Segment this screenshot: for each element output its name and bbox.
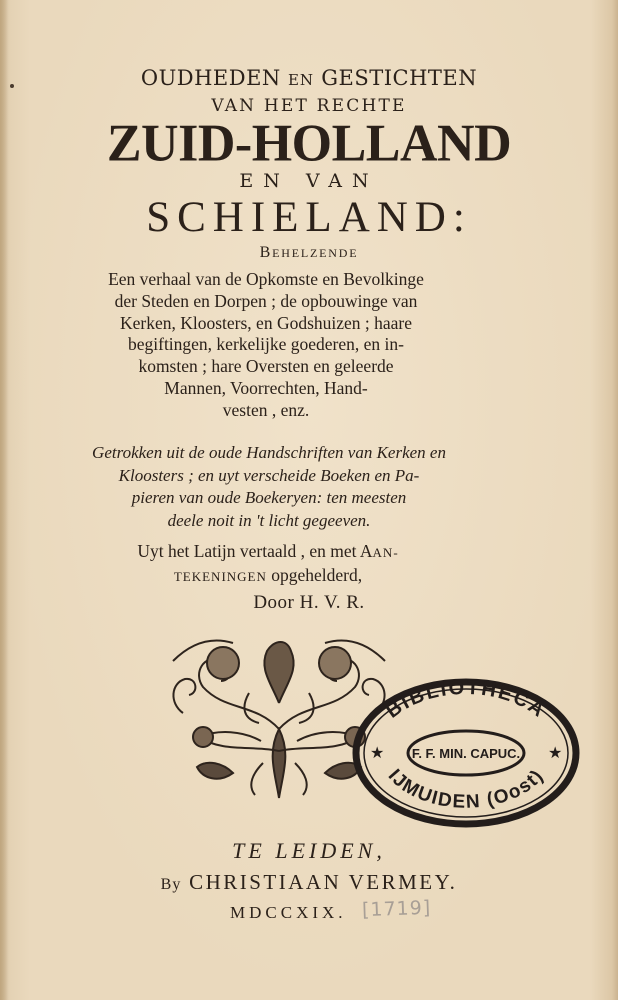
stamp-center-text: F. F. MIN. CAPUC.	[411, 746, 521, 761]
description-line: begiftingen, kerkelijke goederen, en in-	[127, 334, 404, 355]
imprint-printer-name: CHRISTIAAN VERMEY.	[189, 870, 458, 894]
description-line: komsten ; hare Oversten en geleerde	[138, 356, 394, 377]
subtitle-initial: B	[259, 244, 273, 261]
description-line: Kerken, Kloosters, en Godshuizen ; haare	[119, 312, 413, 333]
translation-smallcaps: AN-	[372, 545, 399, 560]
title-word-en: EN	[287, 71, 315, 89]
stamp-top-text: BIBLIOTHECA	[382, 678, 550, 723]
title-word-oudheden: OUDHEDEN	[140, 66, 281, 90]
description-line: Een verhaal van de Opkomste en Bevolkinge	[108, 269, 424, 289]
imprint-by: By	[160, 876, 182, 893]
title-main-zuid-holland: ZUID-HOLLAND	[106, 114, 512, 173]
subtitle-behelzende	[0, 244, 618, 262]
title-line-2: VAN HET RECHTE	[211, 96, 407, 116]
imprint-printer	[0, 870, 618, 895]
translation-line-1	[58, 540, 478, 564]
title-main-schieland: SCHIELAND:	[146, 194, 472, 241]
translation-line-2	[58, 564, 478, 588]
svg-text:BIBLIOTHECA	[382, 678, 550, 723]
sources-paragraph	[52, 442, 486, 532]
sources-line: pieren van oude Boekeryen: ten meesten	[131, 488, 407, 507]
sources-line: Kloosters ; en uyt verscheide Boeken en Pa-	[118, 465, 420, 485]
stamp-star-right-icon: ★	[548, 745, 563, 762]
sources-line: Getrokken uit de oude Handschriften van Kerken en	[92, 443, 446, 462]
translation-smallcaps: TEKENINGEN	[173, 569, 267, 584]
subtitle-rest: EHELZENDE	[272, 246, 359, 260]
description-paragraph	[56, 269, 476, 422]
translation-note	[58, 540, 478, 588]
translation-text: Uyt het Latijn vertaald , en met A	[137, 541, 373, 561]
description-line: vesten , enz.	[222, 399, 310, 420]
description-line: der Steden en Dorpen ; de opbouwinge van	[114, 290, 418, 311]
library-stamp	[352, 678, 580, 828]
author-line: Door H. V. R.	[253, 592, 365, 613]
translation-text: opgehelderd,	[271, 565, 363, 585]
pencil-note: [1719]	[361, 896, 432, 922]
title-line-1	[0, 66, 618, 90]
stamp-star-left-icon: ★	[370, 745, 385, 762]
imprint-year: MDCCXIX.	[230, 903, 347, 922]
stamp-bottom-text: IJMUIDEN (Oost)	[383, 765, 549, 813]
title-word-gestichten: GESTICHTEN	[321, 66, 478, 90]
sources-line: deele noit in 't licht gegeeven.	[167, 510, 371, 530]
imprint-place: TE LEIDEN,	[232, 838, 386, 863]
description-line: Mannen, Voorrechten, Hand-	[164, 377, 368, 398]
title-line-en-van: EN VAN	[239, 170, 379, 192]
